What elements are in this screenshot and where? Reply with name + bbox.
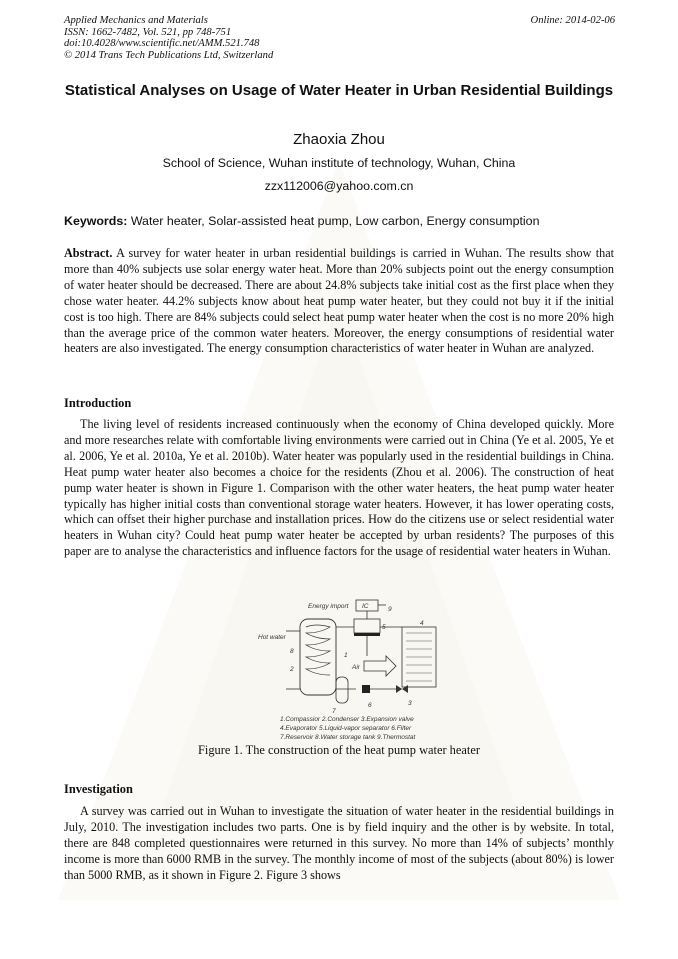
- online-date: Online: 2014-02-06: [530, 15, 615, 26]
- label-1: 1: [344, 652, 348, 659]
- label-6: 6: [368, 702, 372, 709]
- author-email: zzx112006@yahoo.com.cn: [264, 179, 414, 193]
- filter: [362, 685, 370, 693]
- journal-header: [64, 15, 273, 61]
- ic-label: IC: [362, 603, 369, 610]
- compressor-top: [354, 619, 380, 633]
- heat-pump-diagram: [256, 597, 442, 743]
- air-label: Air: [352, 664, 360, 671]
- label-8: 8: [290, 648, 294, 655]
- keywords-text: Water heater, Solar-assisted heat pump, Low carbon, Energy consumption: [130, 214, 540, 228]
- label-9: 9: [388, 606, 392, 613]
- label-4: 4: [420, 620, 424, 627]
- reservoir: [336, 677, 348, 703]
- investigation-paragraph: A survey was carried out in Wuhan to investigate the situation of water heater in the residential buildings in July, 2010. The investigation includes two parts. One is by field inquiry and the other is by website. In total, there are 848 completed questionnaires were returned in this survey. No more than 14% of subjects’ monthly income is more than 6000 RMB in the survey. The monthly income of most of the subjects (about 80%) is lower than 5000 RMB, as it shown in Figure 2. Figure 3 shows: [64, 804, 614, 882]
- affiliation: School of Science, Wuhan institute of technology, Wuhan, China: [162, 156, 516, 170]
- air-flow-arrow: [364, 656, 396, 676]
- introduction-paragraph: The living level of residents increased continuously when the economy of China developed quickly. More and more researches relate with comfortable living environments were carried out in China (Ye et al. 2005, Ye et al. 2006, Ye et al. 2010a, Ye et al. 2010b). Water heater was popularly used in the residential buildings in China. Heat pump water heater also becomes a choice for the residents (Zhou et al. 2006). The construction of heat pump water heater is shown in Figure 1. Comparison with the other water heaters, the heat pump water heater typically has higher initial costs than conventional storage water heaters. However, it has lower operating costs, which can offset their higher purchase and installation prices. How do the citizens use or select residential water heaters in Wuhan city? Could heat pump water heater be accepted by urban residents? The purposes of this paper are to analyse the characteristics and influence factors for the usage of residential water heaters in Wuhan.: [64, 417, 614, 559]
- investigation-heading: Investigation: [64, 782, 133, 796]
- abstract-text: A survey for water heater in urban residential buildings is carried in Wuhan. The results show that more than 40% subjects use solar energy water heat. More than 20% subjects point out the energy consumption of water heater should be decreased. There are about 24.8% subjects take initial cost as the first place when they chose water heater. 44.2% subjects know about heat pump water heater, but they could not buy it if the initial cost is too high. There are 84% subjects could select heat pump water heater when the cost is no more 20% high than the average price of the common water heaters. Moreover, the energy consumptions of residential water heaters are also investigated. The energy consumption characteristics of water heater in Wuhan are analyzed.: [64, 246, 615, 356]
- copyright-line: © 2014 Trans Tech Publications Ltd, Switzerland: [64, 49, 274, 61]
- hot-water-label: Hot water: [258, 634, 286, 641]
- condenser-coil: [306, 625, 330, 675]
- legend-line-1: 1.Compassior 2.Condenser 3.Expansion valve: [280, 716, 414, 723]
- label-3: 3: [408, 700, 412, 707]
- author-name: Zhaoxia Zhou: [293, 131, 385, 148]
- introduction-heading: Introduction: [64, 396, 132, 410]
- abstract-paragraph: [64, 246, 614, 357]
- label-2: 2: [290, 666, 294, 673]
- abstract-label: Abstract.: [64, 246, 113, 260]
- doi-line: doi:10.4028/www.scientific.net/AMM.521.748: [64, 38, 260, 50]
- keywords-label: Keywords:: [64, 214, 128, 228]
- keywords-line: [64, 214, 614, 229]
- journal-name: Applied Mechanics and Materials: [64, 15, 208, 26]
- legend-line-2: 4.Evaporator 5.Liquid-vapor separator 6.Filter: [280, 725, 412, 732]
- label-7: 7: [332, 708, 336, 715]
- compressor-base: [354, 633, 380, 636]
- energy-import-label: Energy import: [308, 603, 349, 610]
- label-5: 5: [382, 624, 386, 631]
- figure-caption: Figure 1. The construction of the heat pump water heater: [198, 743, 480, 757]
- legend-line-3: 7.Reservoir 8.Water storage tank 9.Thermostat: [280, 734, 416, 741]
- issn-line: ISSN: 1662-7482, Vol. 521, pp 748-751: [64, 26, 232, 38]
- paper-title: Statistical Analyses on Usage of Water Heater in Urban Residential Buildings: [64, 82, 614, 99]
